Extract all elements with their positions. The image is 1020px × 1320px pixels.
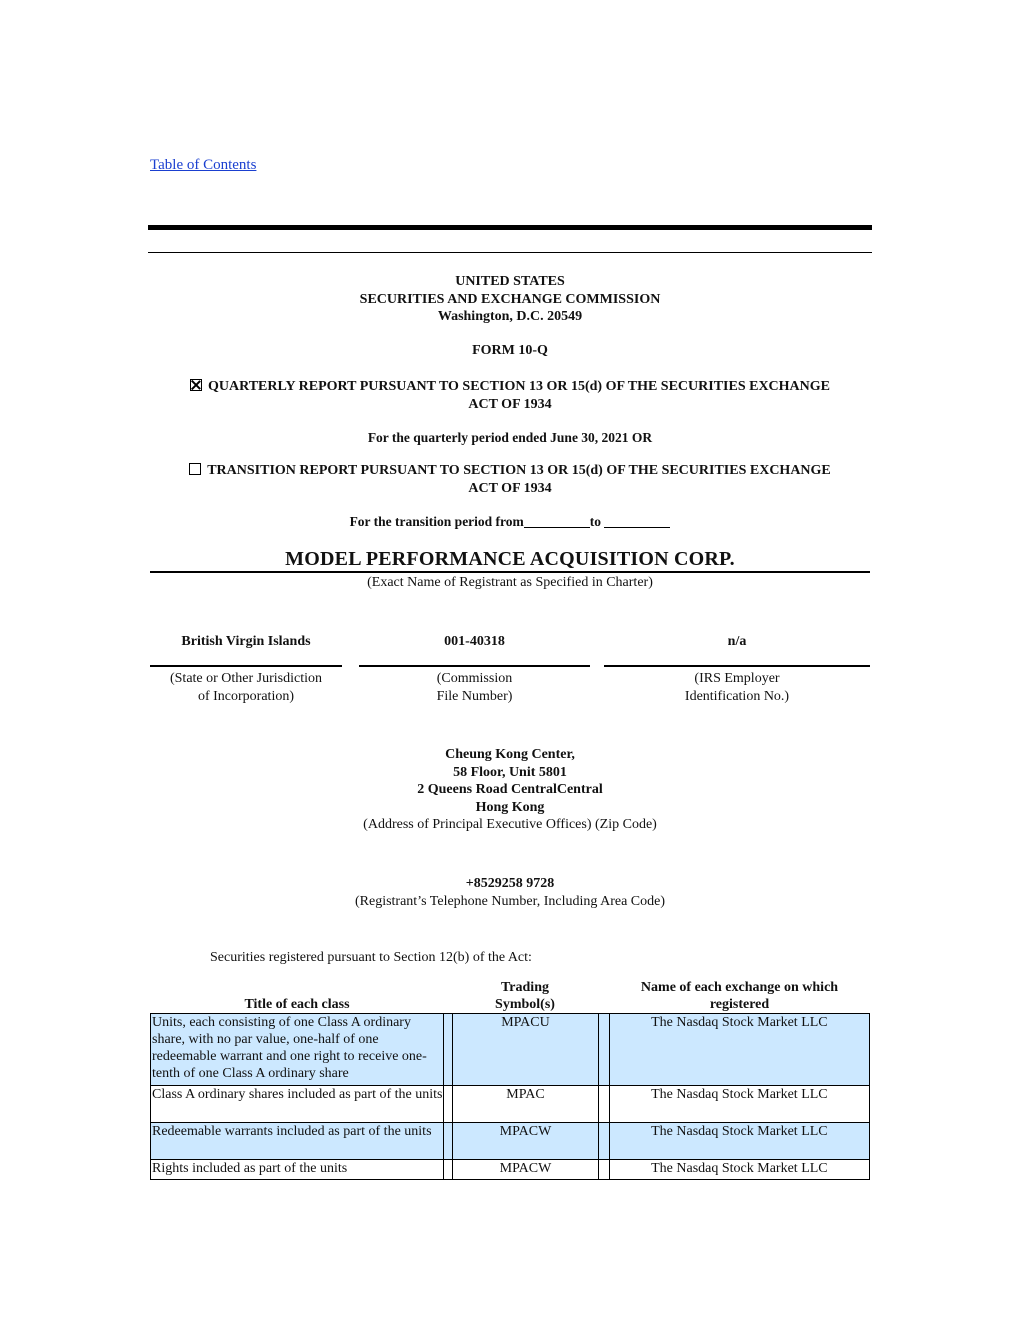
telephone-caption: (Registrant’s Telephone Number, Including Area Code) — [354, 894, 665, 909]
address-line-1: Cheung Kong Center, — [445, 747, 575, 762]
top-thick-rule — [148, 225, 872, 230]
quarterly-line-1: QUARTERLY REPORT PURSUANT TO SECTION 13 OR 15(d) OF THE SECURITIES EXCHANGE — [207, 379, 831, 394]
trading-symbol-cell: MPAC — [453, 1086, 599, 1123]
exchange-cell: The Nasdaq Stock Market LLC — [609, 1086, 869, 1123]
address-line-4: Hong Kong — [475, 799, 545, 815]
company-name-rule — [150, 571, 870, 573]
spacer-cell — [598, 1086, 609, 1123]
irs-rule — [604, 665, 870, 667]
trading-symbol-cell: MPACW — [453, 1160, 599, 1180]
transition-line-1: TRANSITION REPORT PURSUANT TO SECTION 13 OR 15(d) OF THE SECURITIES EXCHANGE — [207, 463, 831, 478]
header-line-1: UNITED STATES — [455, 274, 565, 289]
header-line-3: Washington, D.C. 20549 — [437, 309, 583, 324]
header-trading-symbol-line-2: Symbol(s) — [495, 997, 555, 1012]
spacer-cell — [598, 1123, 609, 1160]
class-title-cell: Rights included as part of the units — [151, 1160, 444, 1180]
quarterly-line-2: ACT OF 1934 — [468, 396, 552, 412]
table-row — [151, 1086, 870, 1123]
spacer-cell — [598, 1160, 609, 1180]
header-title-of-class: Title of each class — [244, 997, 350, 1012]
form-type: FORM 10-Q — [472, 343, 548, 358]
transition-line-2: ACT OF 1934 — [468, 480, 552, 496]
transition-checkbox-unchecked-icon — [189, 463, 201, 475]
trading-symbol-cell: MPACW — [453, 1123, 599, 1160]
trading-symbol-cell: MPACU — [453, 1014, 599, 1086]
exchange-cell: The Nasdaq Stock Market LLC — [609, 1014, 869, 1086]
irs-employer-id-value: n/a — [727, 634, 747, 649]
class-title-cell: Class A ordinary shares included as part of the units — [151, 1086, 444, 1123]
company-name: MODEL PERFORMANCE ACQUISITION CORP. — [285, 548, 735, 570]
transition-period — [150, 513, 870, 531]
transition-report-option — [150, 462, 870, 497]
address-caption: (Address of Principal Executive Offices) (Zip Code) — [363, 817, 657, 832]
table-row — [151, 1014, 870, 1086]
transition-period-to: to — [589, 514, 602, 529]
irs-caption-line-1: (IRS Employer — [694, 671, 780, 686]
quarterly-period: For the quarterly period ended June 30, 2021 OR — [367, 430, 653, 445]
spacer-cell — [444, 1014, 453, 1086]
commission-caption — [359, 670, 590, 705]
irs-caption — [604, 670, 870, 705]
header-exchange-line-2: registered — [709, 997, 770, 1012]
securities-intro: Securities registered pursuant to Section 12(b) of the Act: — [210, 950, 532, 965]
table-of-contents-link[interactable]: Table of Contents — [150, 157, 257, 173]
jurisdiction-caption-line-2: of Incorporation) — [197, 688, 295, 704]
quarterly-checkbox-checked-icon — [190, 379, 202, 391]
commission-rule — [359, 665, 590, 667]
class-title-cell: Redeemable warrants included as part of the units — [151, 1123, 444, 1160]
address-line-2: 58 Floor, Unit 5801 — [453, 764, 567, 780]
jurisdiction-caption — [150, 670, 342, 705]
header-exchange-name — [609, 979, 870, 1013]
header-exchange-line-1: Name of each exchange on which — [640, 980, 839, 995]
exchange-cell: The Nasdaq Stock Market LLC — [609, 1123, 869, 1160]
telephone-number: +8529258 9728 — [465, 876, 555, 891]
jurisdiction-rule — [150, 665, 342, 667]
transition-from-blank — [524, 515, 590, 528]
table-row — [151, 1160, 870, 1180]
header-line-2: SECURITIES AND EXCHANGE COMMISSION — [359, 291, 661, 307]
commission-file-number-value: 001-40318 — [444, 634, 505, 649]
commission-caption-line-1: (Commission — [436, 671, 513, 686]
commission-caption-line-2: File Number) — [436, 688, 513, 704]
exchange-cell: The Nasdaq Stock Market LLC — [609, 1160, 869, 1180]
header-trading-symbol-line-1: Trading — [501, 980, 549, 995]
quarterly-report-option — [150, 378, 870, 413]
transition-to-blank — [604, 515, 670, 528]
securities-table — [150, 1013, 870, 1180]
jurisdiction-value: British Virgin Islands — [181, 634, 311, 649]
class-title-cell: Units, each consisting of one Class A ordinary share, with no par value, one-half of one redeemable warrant and one right to receive one-tenth of one Class A ordinary share — [151, 1014, 444, 1086]
spacer-cell — [444, 1160, 453, 1180]
spacer-cell — [444, 1086, 453, 1123]
header-trading-symbol — [452, 979, 598, 1013]
table-row — [151, 1123, 870, 1160]
principal-office-address — [150, 746, 870, 816]
spacer-cell — [598, 1014, 609, 1086]
irs-caption-line-2: Identification No.) — [684, 688, 790, 704]
agency-header — [150, 273, 870, 326]
address-line-3: 2 Queens Road CentralCentral — [417, 782, 603, 797]
company-name-caption: (Exact Name of Registrant as Specified in Charter) — [367, 575, 653, 590]
spacer-cell — [444, 1123, 453, 1160]
transition-period-prefix: For the transition period from — [349, 514, 524, 529]
jurisdiction-caption-line-1: (State or Other Jurisdiction — [169, 671, 323, 686]
top-thin-rule — [148, 252, 872, 253]
